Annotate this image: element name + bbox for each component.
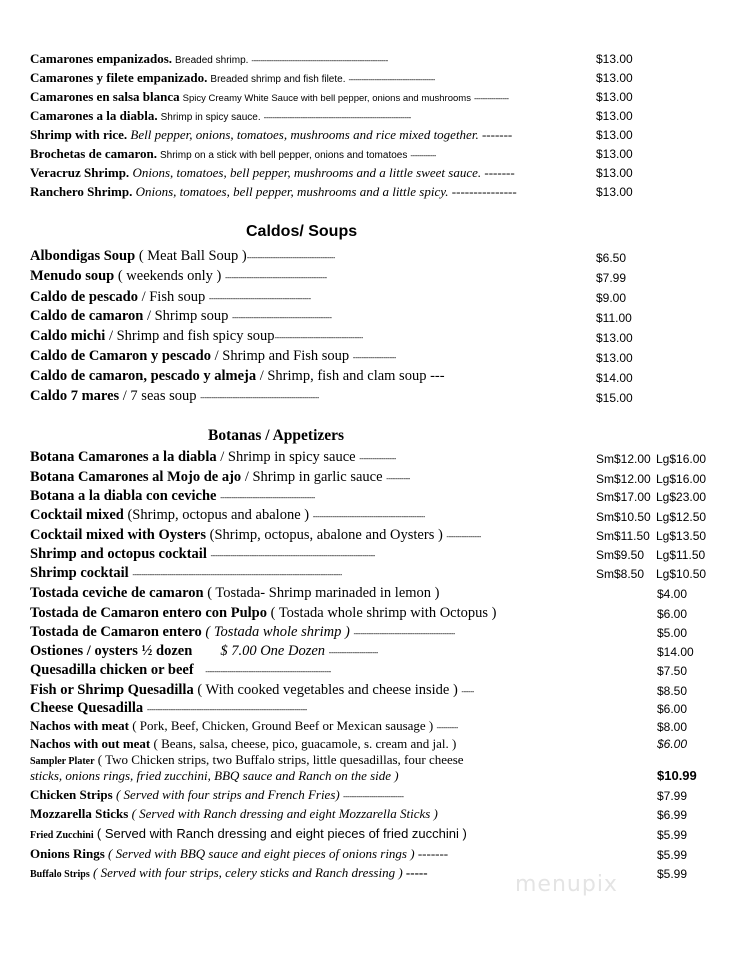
item-price: $13.00	[596, 147, 633, 161]
item-name: Ostiones / oysters ½ dozen	[30, 643, 193, 659]
item-name: Onions Rings	[30, 846, 105, 861]
menu-item-sampler	[30, 752, 464, 768]
dash-leader: -------------------------------------------------------	[200, 393, 320, 402]
item-price: $4.00	[657, 587, 688, 601]
menu-item-botana-mojo	[30, 469, 410, 486]
menu-item-camarones-filete	[30, 70, 435, 86]
section-heading-botanas: Botanas / Appetizers	[208, 427, 345, 444]
dash-leader: -----------------------------------------------	[224, 273, 327, 282]
item-desc: / Shrimp in spicy sauce	[220, 449, 356, 465]
menu-item-quesadilla-chicken-beef	[30, 662, 331, 679]
item-price: $7.50	[657, 664, 688, 678]
item-name: Caldo de pescado	[30, 289, 138, 305]
menu-item-tostada-pulpo	[30, 605, 496, 622]
item-desc: Breaded shrimp.	[175, 55, 249, 66]
item-desc: $ 7.00 One Dozen	[220, 643, 326, 659]
dash-leader: -----------------	[359, 454, 397, 463]
item-name: Fish or Shrimp Quesadilla	[30, 682, 194, 698]
item-desc: ( weekends only )	[117, 268, 222, 284]
item-name: Camarones y filete empanizado.	[30, 70, 208, 85]
item-price-large: Lg$11.50	[656, 548, 706, 562]
item-name: Caldo de camaron	[30, 308, 144, 324]
item-price-small: Sm$9.50	[596, 548, 645, 562]
dash-leader: ----------	[436, 723, 459, 732]
item-desc: Shrimp on a stick with bell pepper, onions and tomatoes	[159, 150, 408, 161]
item-price: $14.00	[596, 371, 633, 385]
item-name: Tostada de Camaron entero con Pulpo	[30, 605, 267, 621]
item-name: Brochetas de camaron.	[30, 146, 157, 161]
item-price: $10.99	[657, 768, 697, 783]
item-price-small: Sm$12.00	[596, 472, 651, 486]
item-price: $15.00	[596, 391, 633, 405]
item-price: $13.00	[596, 109, 633, 123]
item-price: $13.00	[596, 52, 633, 66]
item-name: Mozzarella Sticks	[30, 806, 129, 821]
menu-item-caldo-7-mares	[30, 388, 319, 405]
item-price-small: Sm$8.50	[596, 567, 645, 581]
item-name: Menudo soup	[30, 268, 115, 284]
item-price: $6.00	[657, 702, 688, 716]
item-desc: Shrimp in spicy sauce.	[160, 112, 261, 123]
item-desc: / Fish soup	[141, 289, 206, 305]
item-price: $6.99	[657, 808, 688, 822]
item-name: Botana Camarones al Mojo de ajo	[30, 469, 242, 485]
item-desc: / Shrimp, fish and clam soup	[259, 368, 427, 384]
item-price: $13.00	[596, 71, 633, 85]
item-price: $14.00	[657, 645, 694, 659]
dash-leader: ------------	[410, 151, 437, 160]
item-price: $5.99	[657, 867, 688, 881]
item-desc: ( Served with Ranch dressing and eight Mozzarella Sticks )	[131, 806, 438, 821]
item-price: $7.99	[657, 789, 688, 803]
item-name: Shrimp with rice.	[30, 127, 128, 142]
item-name: Caldo michi	[30, 328, 106, 344]
item-price: $13.00	[596, 351, 633, 365]
item-name: Shrimp and octopus cocktail	[30, 546, 207, 562]
dash-leader: -------	[484, 165, 515, 180]
item-price-large: Lg$16.00	[656, 452, 707, 466]
item-price: $13.00	[596, 185, 633, 199]
item-desc: / Shrimp soup	[146, 308, 229, 324]
section-heading-soups: Caldos/ Soups	[246, 223, 358, 240]
item-desc: Onions, tomatoes, bell pepper, mushrooms and a little spicy.	[135, 184, 449, 199]
item-price-small: Sm$17.00	[596, 490, 651, 504]
menu-item-ostiones	[30, 643, 378, 660]
menupix-watermark: menupix	[515, 872, 618, 897]
dash-leader: -----------	[386, 474, 410, 483]
menu-item-camarones-diabla	[30, 108, 411, 124]
dash-leader: ----------------------------------------------------------	[205, 667, 331, 676]
item-name: Ranchero Shrimp.	[30, 184, 133, 199]
dash-leader: ----------------------------------------------------------------------------	[210, 551, 375, 560]
menu-item-camarones-salsa-blanca	[30, 89, 509, 105]
item-name: Chicken Strips	[30, 787, 113, 802]
item-desc: Spicy Creamy White Sauce with bell pepper, onions and mushrooms	[182, 93, 471, 104]
menu-item-nachos-meat	[30, 718, 458, 734]
menu-item-albondigas	[30, 248, 335, 265]
menu-item-cheese-quesadilla	[30, 700, 307, 717]
item-desc: / 7 seas soup	[122, 388, 197, 404]
item-price: $13.00	[596, 128, 633, 142]
dash-leader: -------	[417, 846, 449, 861]
item-desc: ( Served with four strips, celery sticks and Ranch dressing )	[92, 865, 403, 880]
item-desc: ( Tostada whole shrimp )	[205, 624, 350, 640]
item-desc: / Shrimp in garlic sauce	[244, 469, 383, 485]
item-price: $8.00	[657, 720, 688, 734]
dash-leader: ---------------	[451, 184, 517, 199]
item-price: $13.00	[596, 331, 633, 345]
item-desc: ( Meat Ball Soup )	[138, 248, 247, 264]
item-name: Veracruz Shrimp.	[30, 165, 130, 180]
item-desc: Breaded shrimp and fish filete.	[210, 74, 346, 85]
menu-item-ranchero	[30, 184, 517, 200]
menu-item-cocktail-mixed	[30, 507, 425, 524]
item-price: $5.00	[657, 626, 688, 640]
item-desc: ( With cooked vegetables and cheese inside )	[197, 682, 458, 698]
menu-item-cocktail-oysters	[30, 527, 481, 544]
item-price-large: Lg$10.50	[656, 567, 707, 581]
menu-item-chicken-strips	[30, 787, 404, 803]
item-name: Albondigas Soup	[30, 248, 136, 264]
dash-leader: -----------------------	[328, 648, 379, 657]
item-desc: (Shrimp, octopus and abalone )	[127, 507, 310, 523]
dash-leader: --------------------------------------------------------------------------	[146, 705, 307, 714]
menu-item-brochetas	[30, 146, 436, 162]
item-name: Cheese Quesadilla	[30, 700, 144, 716]
item-price: $11.00	[596, 311, 632, 325]
item-name: Botana Camarones a la diabla	[30, 449, 217, 465]
menu-item-shrimp-cocktail	[30, 565, 342, 582]
item-desc: ( Tostada- Shrimp marinaded in lemon )	[207, 585, 440, 601]
item-name: Shrimp cocktail	[30, 565, 129, 581]
menu-item-tostada-entero	[30, 624, 455, 641]
menu-item-quesadilla-fish-shrimp	[30, 682, 474, 699]
menu-item-nachos-no-meat	[30, 736, 456, 752]
item-name: Fried Zucchini	[30, 830, 94, 841]
dash-leader: --------------------	[352, 353, 397, 362]
item-price: $13.00	[596, 166, 633, 180]
dash-leader: ----------------------------------------------------	[312, 512, 426, 521]
menu-item-tostada-ceviche	[30, 585, 440, 602]
item-name: Caldo de camaron, pescado y almeja	[30, 368, 257, 384]
dash-leader: ----------------	[473, 94, 509, 103]
menu-item-buffalo-strips	[30, 865, 428, 881]
item-desc: (Shrimp, octopus, abalone and Oysters )	[209, 527, 443, 543]
item-price: $6.50	[596, 251, 627, 265]
item-price: $6.00	[657, 607, 688, 621]
item-price: $5.99	[657, 828, 688, 842]
dash-leader: ---------------------------------------------------------------	[251, 56, 388, 65]
item-desc: / Shrimp and fish spicy soup	[108, 328, 275, 344]
item-desc: ( Beans, salsa, cheese, pico, guacamole, s. cream and jal. )	[153, 736, 457, 751]
item-name: Buffalo Strips	[30, 869, 90, 880]
item-price-large: Lg$13.50	[656, 529, 707, 543]
item-desc: sticks, onions rings, fried zucchini, BBQ sauce and Ranch on the side )	[30, 768, 399, 783]
item-price: $9.00	[596, 291, 627, 305]
menu-item-botana-diabla	[30, 449, 396, 466]
dash-leader: ---	[430, 368, 445, 384]
item-price: $6.00	[657, 737, 688, 751]
dash-leader: -----------------------------------------------	[208, 294, 311, 303]
item-name: Nachos with meat	[30, 718, 129, 733]
item-price: $8.50	[657, 684, 688, 698]
item-name: Quesadilla chicken or beef	[30, 662, 194, 678]
item-name: Tostada ceviche de camaron	[30, 585, 204, 601]
item-name: Tostada de Camaron entero	[30, 624, 202, 640]
item-name: Camarones en salsa blanca	[30, 89, 180, 104]
item-name: Caldo de Camaron y pescado	[30, 348, 211, 364]
dash-leader: ----------------	[446, 532, 482, 541]
item-price-small: Sm$11.50	[596, 529, 650, 543]
menu-item-fried-zucchini	[30, 826, 467, 842]
item-desc: Bell pepper, onions, tomatoes, mushrooms and rice mixed together.	[130, 127, 479, 142]
item-price: $13.00	[596, 90, 633, 104]
item-desc: ( Pork, Beef, Chicken, Ground Beef or Mexican sausage )	[132, 718, 434, 733]
item-name: Cocktail mixed	[30, 507, 124, 523]
dash-leader: -----	[405, 865, 428, 880]
dash-leader: ----------------------------------------------	[231, 313, 332, 322]
menu-item-caldo-camaron-pescado	[30, 348, 396, 365]
item-desc: ( Two Chicken strips, two Buffalo strips, little quesadillas, four cheese	[97, 752, 464, 767]
dash-leader: -----------------------------------------------	[353, 629, 456, 638]
dash-leader: -------	[481, 127, 513, 142]
dash-leader: ----------------------------	[342, 792, 404, 801]
menu-item-onion-rings	[30, 846, 448, 862]
menu-item-menudo	[30, 268, 327, 285]
dash-leader: ----------------------------------------	[348, 75, 436, 84]
item-price: $5.99	[657, 848, 688, 862]
item-desc: / Shrimp and Fish soup	[214, 348, 350, 364]
item-name: Sampler Plater	[30, 756, 95, 767]
menu-item-shrimp-octopus-cocktail	[30, 546, 375, 563]
dash-leader: --------------------------------------------------------------------	[263, 113, 411, 122]
dash-leader: -------------------------------------------------------------------------------------------------	[132, 570, 343, 579]
menu-item-botana-ceviche	[30, 488, 315, 505]
item-price-large: Lg$12.50	[656, 510, 707, 524]
item-name: Nachos with out meat	[30, 736, 151, 751]
item-desc: ( Served with four strips and French Fries)	[115, 787, 340, 802]
menu-item-mozzarella-sticks	[30, 806, 438, 822]
menu-item-camarones-empanizados	[30, 51, 388, 67]
item-name: Camarones empanizados.	[30, 51, 173, 66]
menu-item-shrimp-rice	[30, 127, 512, 143]
item-price: $7.99	[596, 271, 627, 285]
item-price-small: Sm$10.50	[596, 510, 651, 524]
dash-leader: ------	[461, 687, 475, 696]
menu-item-caldo-almeja	[30, 368, 445, 385]
item-desc: Onions, tomatoes, bell pepper, mushrooms and a little sweet sauce.	[132, 165, 482, 180]
item-price-small: Sm$12.00	[596, 452, 651, 466]
item-name: Camarones a la diabla.	[30, 108, 158, 123]
item-desc: ( Tostada whole shrimp with Octopus )	[270, 605, 497, 621]
item-name: Cocktail mixed with Oysters	[30, 527, 206, 543]
dash-leader: -----------------------------------------	[246, 253, 336, 262]
item-name: Botana a la diabla con ceviche	[30, 488, 217, 504]
item-desc: ( Served with Ranch dressing and eight pieces of fried zucchini )	[96, 826, 467, 841]
item-desc: ( Served with BBQ sauce and eight pieces of onions rings )	[108, 846, 415, 861]
menu-item-caldo-michi	[30, 328, 363, 345]
item-price-large: Lg$16.00	[656, 472, 707, 486]
menu-item-caldo-camaron	[30, 308, 332, 325]
item-name: Caldo 7 mares	[30, 388, 120, 404]
menu-item-veracruz	[30, 165, 515, 181]
dash-leader: -----------------------------------------	[274, 333, 364, 342]
menu-item-sampler-desc-continued	[30, 768, 399, 784]
menu-item-caldo-pescado	[30, 289, 311, 306]
dash-leader: --------------------------------------------	[220, 493, 316, 502]
item-price-large: Lg$23.00	[656, 490, 707, 504]
